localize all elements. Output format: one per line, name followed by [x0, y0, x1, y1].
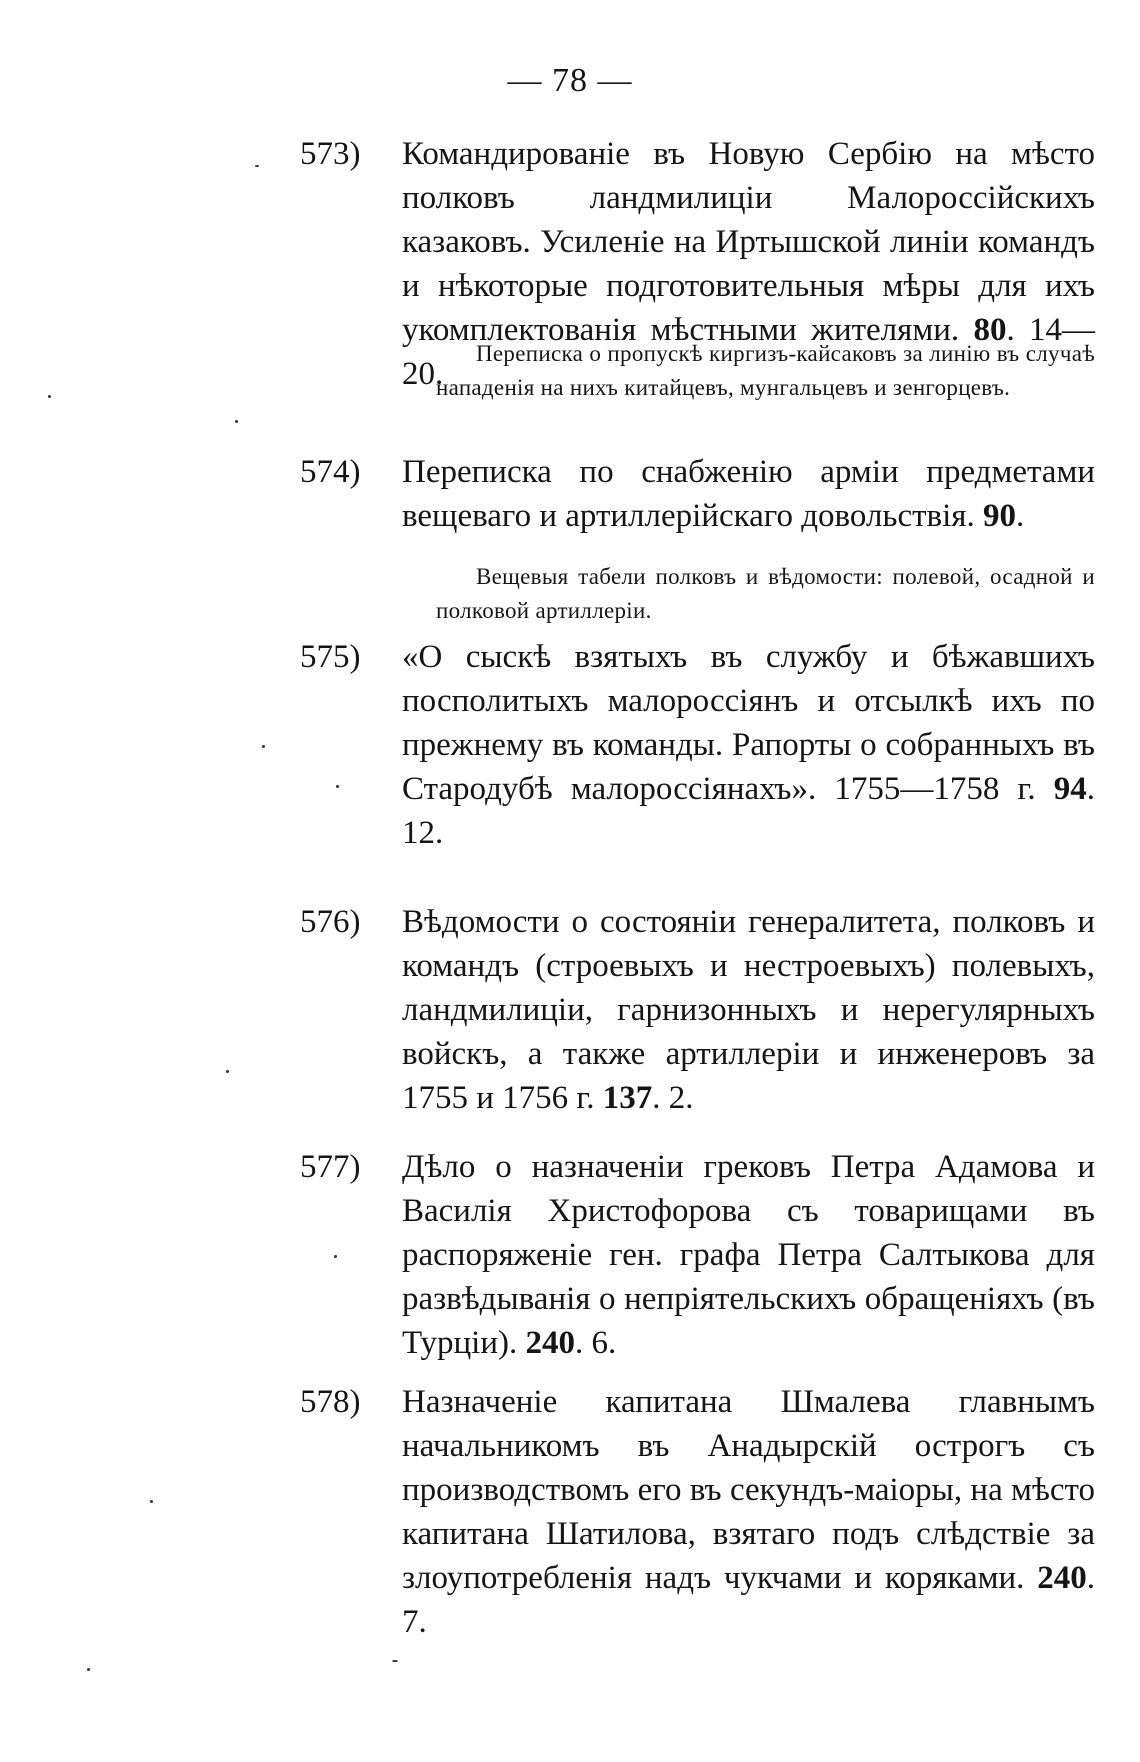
entry-body: Переписка по снабженію арміи предметами вещеваго и артиллерійскаго довольствія.: [402, 454, 1095, 534]
entry-number: 578): [300, 1384, 361, 1420]
entry-body: Командированіе въ Новую Сербію на мѣсто полковъ ландмилиціи Малороссійскихъ казаковъ. Усиленіе на Иртышской линіи командъ и нѣкоторые подготовительныя мѣры для ихъ укомплектованія мѣстными жителями.: [402, 136, 1095, 348]
entry-574: [300, 450, 1095, 540]
entry-number: 573): [300, 136, 361, 172]
entry-body: Назначеніе капитана Шмалева главнымъ начальникомъ въ Анадырскій острогъ съ производствомъ его въ секундъ-маіоры, на мѣсто капитана Шатилова, взятаго подъ слѣдствіе за злоупотребленія надъ чукчами и коряками.: [402, 1384, 1095, 1596]
entry-note: [436, 560, 1095, 628]
scan-speck: [262, 745, 265, 748]
entry-body: Дѣло о назначеніи грековъ Петра Адамова и Василія Христофорова съ товарищами въ распоряженіе ген. графа Петра Салтыкова для развѣдыванія о непріятельскихъ обращеніяхъ (въ Турціи).: [402, 1149, 1095, 1361]
entry-body: «О сыскѣ взятыхъ въ службу и бѣжавшихъ посполитыхъ малороссіянъ и отсылкѣ ихъ по прежнему въ команды. Рапорты о собранныхъ въ Стародубѣ малороссіянахъ». 1755—1758 г.: [402, 639, 1095, 807]
entry-number: 577): [300, 1149, 361, 1185]
entry-body: Вѣдомости о состояніи генералитета, полковъ и командъ (строевыхъ и нестроевыхъ) полевыхъ, ландмилиціи, гарнизонныхъ и нерегулярныхъ войскъ, а также артиллеріи и инженеровъ за 1755 и 1756 г.: [402, 904, 1095, 1116]
entry-text: [402, 1380, 1095, 1644]
archive-ref-rest: . 12.: [402, 771, 1095, 851]
scan-speck: [87, 1668, 90, 1671]
entry-578: [300, 1380, 1095, 1640]
entry-577: [300, 1145, 1095, 1375]
archive-ref-rest: . 2.: [652, 1080, 694, 1116]
archive-ref-rest: . 14—20.: [402, 312, 1096, 392]
scan-speck: [336, 785, 339, 788]
archive-ref-number: 240: [1037, 1560, 1087, 1596]
archive-ref-number: 90: [982, 498, 1016, 534]
scan-speck: [392, 1660, 398, 1662]
entry-number: 576): [300, 904, 361, 940]
scan-speck: [255, 165, 259, 167]
entry-text: [402, 635, 1095, 855]
entry-note: [436, 337, 1095, 405]
entry-number: 575): [300, 639, 361, 675]
archive-ref-number: 80: [973, 312, 1007, 348]
entry-575: [300, 635, 1095, 865]
entry-576: [300, 900, 1095, 1130]
archive-ref-rest: .: [1015, 498, 1025, 534]
archive-ref-rest: . 6.: [575, 1325, 617, 1361]
note-text: Переписка о пропускѣ киргизъ-кайсаковъ за линію въ случаѣ нападенія на нихъ китайцевъ, мунгальцевъ и зенгорцевъ.: [436, 341, 1095, 400]
archive-ref-number: 240: [525, 1325, 575, 1361]
entry-text: [402, 1145, 1095, 1365]
scan-speck: [226, 1070, 229, 1073]
page-number: — 78 —: [507, 62, 633, 99]
archive-ref-rest: . 7.: [402, 1560, 1095, 1640]
entry-text: [402, 450, 1095, 538]
scan-speck: [150, 1500, 153, 1503]
entry-number: 574): [300, 454, 361, 490]
entry-text: [402, 900, 1095, 1120]
archive-ref-number: 94: [1053, 771, 1087, 807]
scan-speck: [334, 1255, 337, 1258]
archive-ref-number: 137: [602, 1080, 653, 1116]
scan-speck: [48, 395, 51, 398]
scan-speck: [235, 420, 238, 423]
note-text: Вещевыя табели полковъ и вѣдомости: полевой, осадной и полковой артиллеріи.: [436, 564, 1095, 623]
